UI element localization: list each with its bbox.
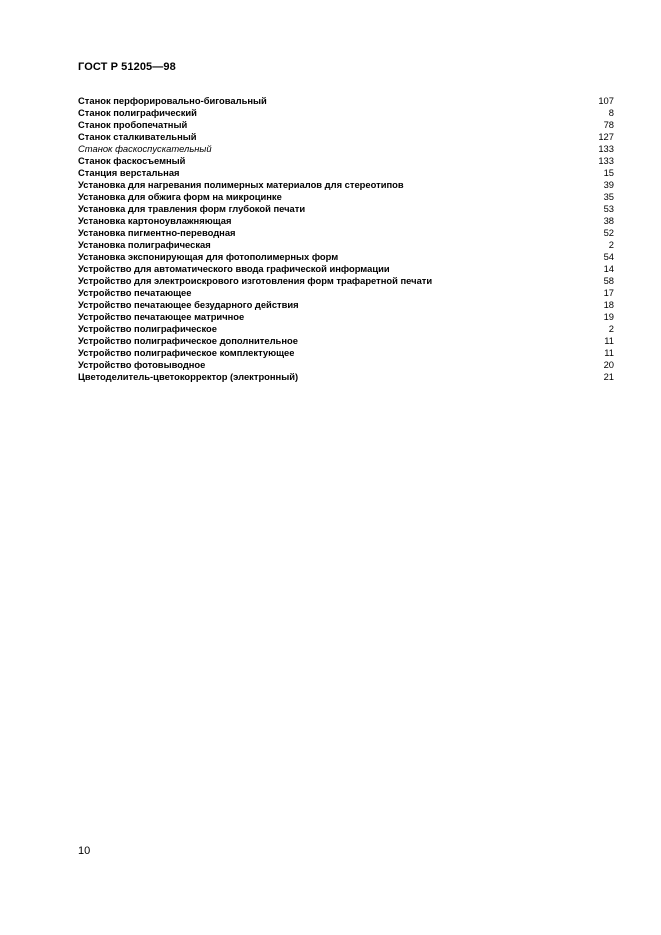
index-page-ref: 39 — [603, 179, 614, 190]
index-term: Устройство печатающее безударного действия — [78, 299, 299, 310]
index-entry — [78, 107, 614, 119]
index-page-ref: 15 — [603, 167, 614, 178]
index-entry — [78, 155, 614, 167]
index-entry — [78, 335, 614, 347]
index-entry — [78, 131, 614, 143]
index-term: Устройство печатающее — [78, 287, 192, 298]
index-entry — [78, 287, 614, 299]
index-page-ref: 133 — [598, 143, 614, 154]
index-page-ref: 20 — [603, 359, 614, 370]
index-entry — [78, 119, 614, 131]
index-term: Установка экспонирующая для фотополимерных форм — [78, 251, 339, 262]
index-entry — [78, 311, 614, 323]
index-entry — [78, 359, 614, 371]
index-term: Устройство для автоматического ввода графической информации — [78, 263, 390, 274]
document-header: ГОСТ Р 51205—98 — [78, 61, 176, 73]
index-page-ref: 17 — [603, 287, 614, 298]
index-term: Устройство полиграфическое дополнительное — [78, 335, 298, 346]
index-entry — [78, 239, 614, 251]
index-entry — [78, 299, 614, 311]
index-term: Установка пигментно-переводная — [78, 227, 236, 238]
index-entry — [78, 275, 614, 287]
index-page-ref: 53 — [603, 203, 614, 214]
index-page-ref: 127 — [598, 131, 614, 142]
index-page-ref: 8 — [608, 107, 614, 118]
index-entry — [78, 95, 614, 107]
index-page-ref: 52 — [603, 227, 614, 238]
index-page-ref: 14 — [603, 263, 614, 274]
index-term: Устройство полиграфическое комплектующее — [78, 347, 295, 358]
index-entry — [78, 323, 614, 335]
index-term: Установка полиграфическая — [78, 239, 211, 250]
index-page-ref: 38 — [603, 215, 614, 226]
index-page-ref: 54 — [603, 251, 614, 262]
index-term: Установка для обжига форм на микроцинке — [78, 191, 282, 202]
index-term: Станок сталкивательный — [78, 131, 197, 142]
index-term: Станция верстальная — [78, 167, 180, 178]
index-entry — [78, 191, 614, 203]
index-entry — [78, 179, 614, 191]
index-term: Установка для травления форм глубокой печати — [78, 203, 306, 214]
index-term: Станок фаскосъемный — [78, 155, 186, 166]
index-term: Установка для нагревания полимерных материалов для стереотипов — [78, 179, 404, 190]
index-page-ref: 11 — [604, 347, 614, 358]
index-entry — [78, 167, 614, 179]
index-entry — [78, 371, 614, 383]
alphabetical-index — [78, 95, 614, 383]
index-term: Устройство полиграфическое — [78, 323, 217, 334]
index-term: Устройство для электроискрового изготовления форм трафаретной печати — [78, 275, 433, 286]
index-page-ref: 35 — [603, 191, 614, 202]
index-entry — [78, 251, 614, 263]
index-page-ref: 21 — [603, 371, 614, 382]
index-page-ref: 78 — [603, 119, 614, 130]
page-number: 10 — [78, 845, 91, 857]
index-entry — [78, 203, 614, 215]
index-page-ref: 19 — [603, 311, 614, 322]
index-page-ref: 133 — [598, 155, 614, 166]
index-entry — [78, 143, 614, 155]
index-page-ref: 107 — [598, 95, 614, 106]
index-term: Устройство фотовыводное — [78, 359, 206, 370]
index-entry — [78, 215, 614, 227]
index-page-ref: 11 — [604, 335, 614, 346]
index-term: Установка картоноувлажняющая — [78, 215, 232, 226]
index-term: Станок перфорировально-биговальный — [78, 95, 267, 106]
index-page-ref: 58 — [603, 275, 614, 286]
index-term: Станок пробопечатный — [78, 119, 188, 130]
index-page-ref: 2 — [608, 323, 614, 334]
index-term: Станок полиграфический — [78, 107, 197, 118]
index-entry — [78, 347, 614, 359]
index-entry — [78, 263, 614, 275]
index-entry — [78, 227, 614, 239]
index-term: Цветоделитель-цветокорректор (электронный) — [78, 371, 299, 382]
index-page-ref: 2 — [608, 239, 614, 250]
index-page-ref: 18 — [603, 299, 614, 310]
index-term: Устройство печатающее матричное — [78, 311, 245, 322]
index-term: Станок фаскоспускательный — [78, 143, 212, 154]
